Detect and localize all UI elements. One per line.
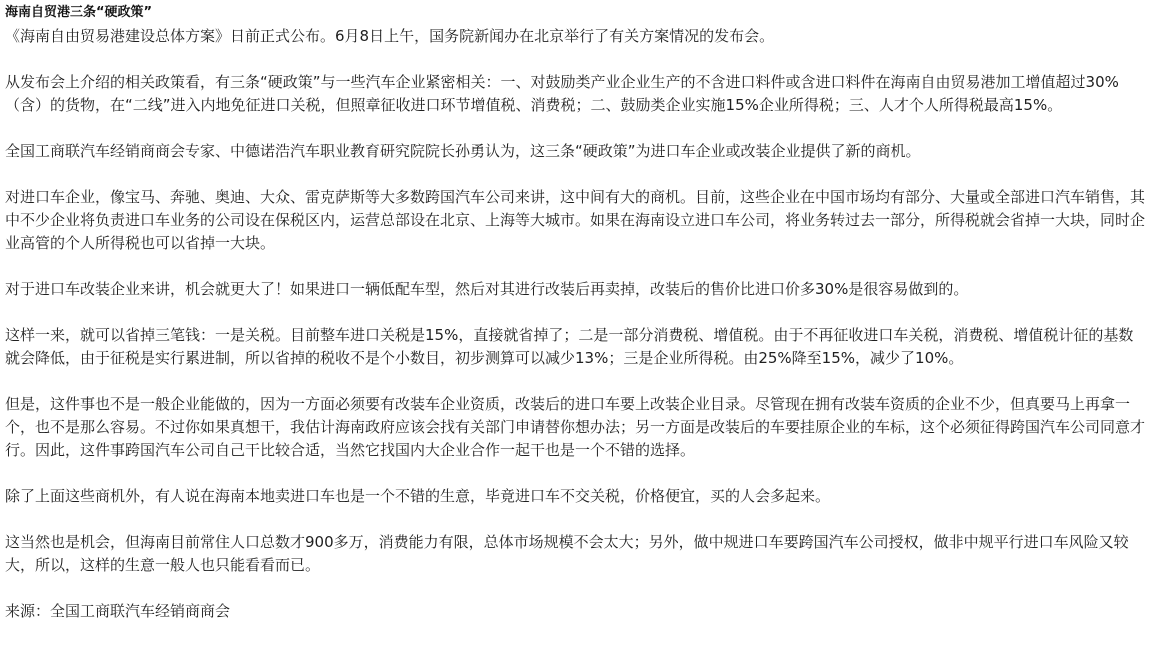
paragraph-local-sales: 除了上面这些商机外，有人说在海南本地卖进口车也是一个不错的生意，毕竟进口车不交关税，价格便宜，买的人会多起来。: [5, 487, 831, 505]
paragraph-challenges: 但是，这件事也不是一般企业能做的，因为一方面必须要有改装车企业资质，改装后的进口车要上改装企业目录。尽管现在拥有改装车资质的企业不少，但真要马上再拿一个，也不是那么容易。不过你如果真想干，我估计海南政府应该会找有关部门申请替你想办法；另一方面是改装后的车要挂原企业的车标，这个必须征得跨国汽车公司同意才行。因此，这件事跨国汽车公司自己干比较合适，当然它找国内大企业合作一起干也是一个不错的选择。: [5, 395, 1146, 459]
paragraph-import-companies: 对进口车企业，像宝马、奔驰、奥迪、大众、雷克萨斯等大多数跨国汽车公司来讲，这中间有大的商机。目前，这些企业在中国市场均有部分、大量或全部进口汽车销售，其中不少企业将负责进口车业务的公司设在保税区内，运营总部设在北京、上海等大城市。如果在海南设立进口车公司，将业务转过去一部分，所得税就会省掉一大块，同时企业高管的个人所得税也可以省掉一大块。: [5, 188, 1146, 252]
article-body: [5, 25, 1147, 623]
article-title: 海南自贸港三条“硬政策”: [5, 5, 153, 20]
paragraph-intro: 《海南自由贸易港建设总体方案》日前正式公布。6月8日上午，国务院新闻办在北京举行了有关方案情况的发布会。: [5, 27, 775, 45]
paragraph-market-limits: 这当然也是机会，但海南目前常住人口总数才900多万，消费能力有限，总体市场规模不会太大；另外，做中规进口车要跨国汽车公司授权，做非中规平行进口车风险又较大，所以，这样的生意一般人也只能看看而已。: [5, 533, 1129, 574]
paragraph-policies: 从发布会上介绍的相关政策看，有三条“硬政策”与一些汽车企业紧密相关：一、对鼓励类产业企业生产的不含进口料件或含进口料件在海南自由贸易港加工增值超过30%（含）的货物，在“二线”进入内地免征进口关税，但照章征收进口环节增值税、消费税；二、鼓励类企业实施15%企业所得税；三、人才个人所得税最高15%。: [5, 73, 1119, 114]
paragraph-expert-view: 全国工商联汽车经销商商会专家、中德诺浩汽车职业教育研究院院长孙勇认为，这三条“硬政策”为进口车企业或改装企业提供了新的商机。: [5, 142, 921, 160]
paragraph-modification-firms: 对于进口车改装企业来讲，机会就更大了！如果进口一辆低配车型，然后对其进行改装后再卖掉，改装后的售价比进口价多30%是很容易做到的。: [5, 280, 969, 298]
paragraph-three-savings: 这样一来，就可以省掉三笔钱：一是关税。目前整车进口关税是15%，直接就省掉了；二是一部分消费税、增值税。由于不再征收进口车关税，消费税、增值税计征的基数就会降低，由于征税是实行累进制，所以省掉的税收不是个小数目，初步测算可以减少13%；三是企业所得税。由25%降至15%，减少了10%。: [5, 326, 1134, 367]
paragraph-source: 来源：全国工商联汽车经销商商会: [5, 602, 231, 620]
